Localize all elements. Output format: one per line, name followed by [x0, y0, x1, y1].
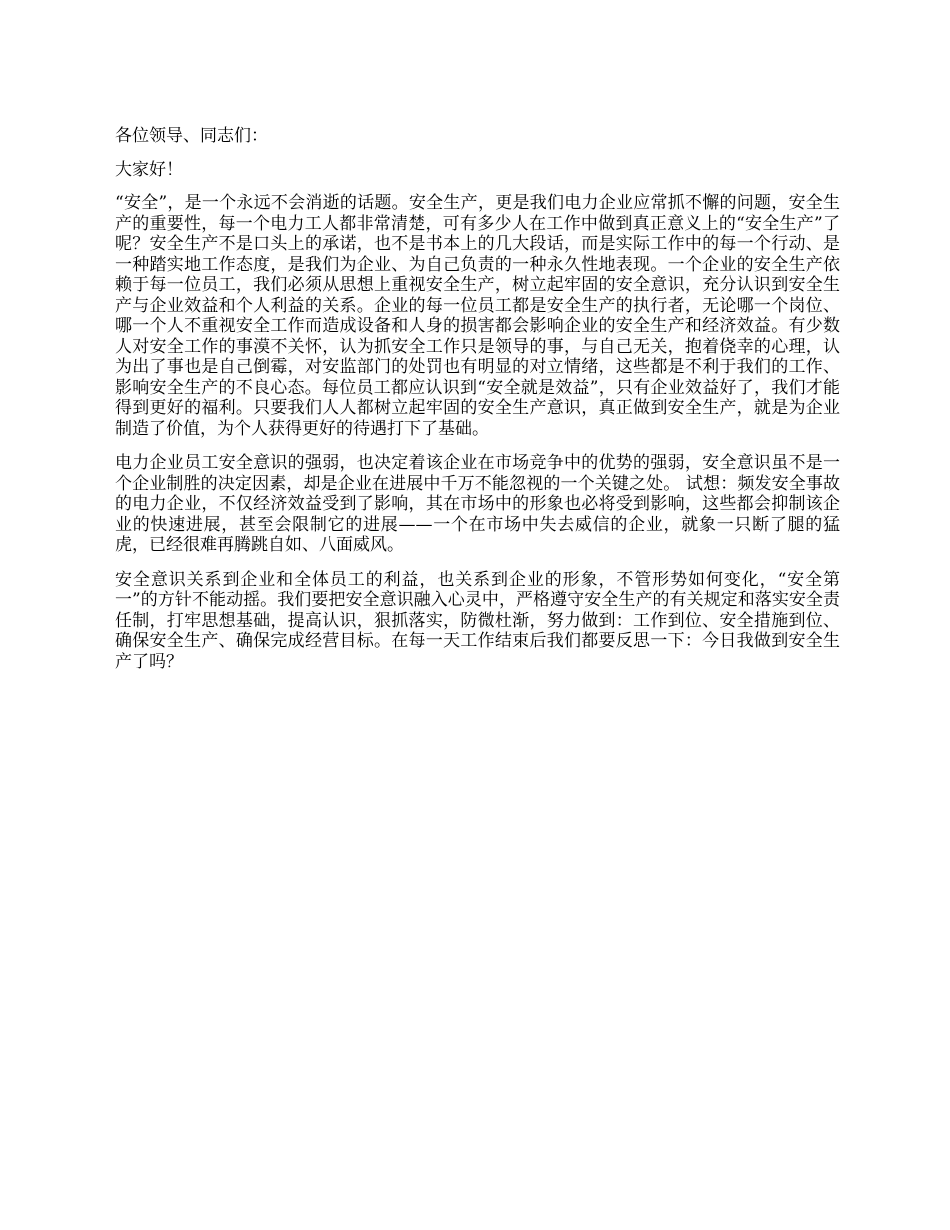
paragraph-safety-first: 安全意识关系到企业和全体员工的利益，也关系到企业的形象，不管形势如何变化，“安全第一”的方针不能动摇。我们要把安全意识融入心灵中，严格遵守安全生产的有关规定和落实安全责任制，打牢思想基础，提高认识，狠抓落实，防微杜渐，努力做到：工作到位、安全措施到位、确保安全生产、确保完成经营目标。在每一天工作结束后我们都要反思一下：今日我做到安全生产了吗？ — [115, 569, 840, 672]
document-body — [115, 126, 840, 686]
salutation: 各位领导、同志们： — [115, 126, 268, 146]
paragraph-safety-importance: “安全”，是一个永远不会消逝的话题。安全生产，更是我们电力企业应常抓不懈的问题，安全生产的重要性，每一个电力工人都非常清楚，可有多少人在工作中做到真正意义上的“安全生产”了呢？安全生产不是口头上的承诺，也不是书本上的几大段话，而是实际工作中的每一个行动、是一种踏实地工作态度，是我们为企业、为自己负责的一种永久性地表现。一个企业的安全生产依赖于每一位员工，我们必须从思想上重视安全生产，树立起牢固的安全意识，充分认识到安全生产与企业效益和个人利益的关系。企业的每一位员工都是安全生产的执行者，无论哪一个岗位、哪一个人不重视安全工作而造成设备和人身的损害都会影响企业的安全生产和经济效益。有少数人对安全工作的事漠不关怀，认为抓安全工作只是领导的事，与自己无关，抱着侥幸的心理，认为出了事也是自己倒霉，对安监部门的处罚也有明显的对立情绪，这些都是不利于我们的工作、影响安全生产的不良心态。每位员工都应认识到“安全就是效益”，只有企业效益好了，我们才能得到更好的福利。只要我们人人都树立起牢固的安全生产意识，真正做到安全生产，就是为企业制造了价值，为个人获得更好的待遇打下了基础。 — [115, 193, 840, 439]
paragraph-market-competition: 电力企业员工安全意识的强弱，也决定着该企业在市场竞争中的优势的强弱，安全意识虽不是一个企业制胜的决定因素，却是企业在进展中千万不能忽视的一个关键之处。 试想：频发安全事故的电力企业，不仅经济效益受到了影响，其在市场中的形象也必将受到影响，这些都会抑制该企业的快速进展，甚至会限制它的进展——一个在市场中失去威信的企业，就象一只断了腿的猛虎，已经很难再腾跳自如、八面威风。 — [115, 453, 840, 555]
greeting: 大家好！ — [115, 159, 183, 180]
